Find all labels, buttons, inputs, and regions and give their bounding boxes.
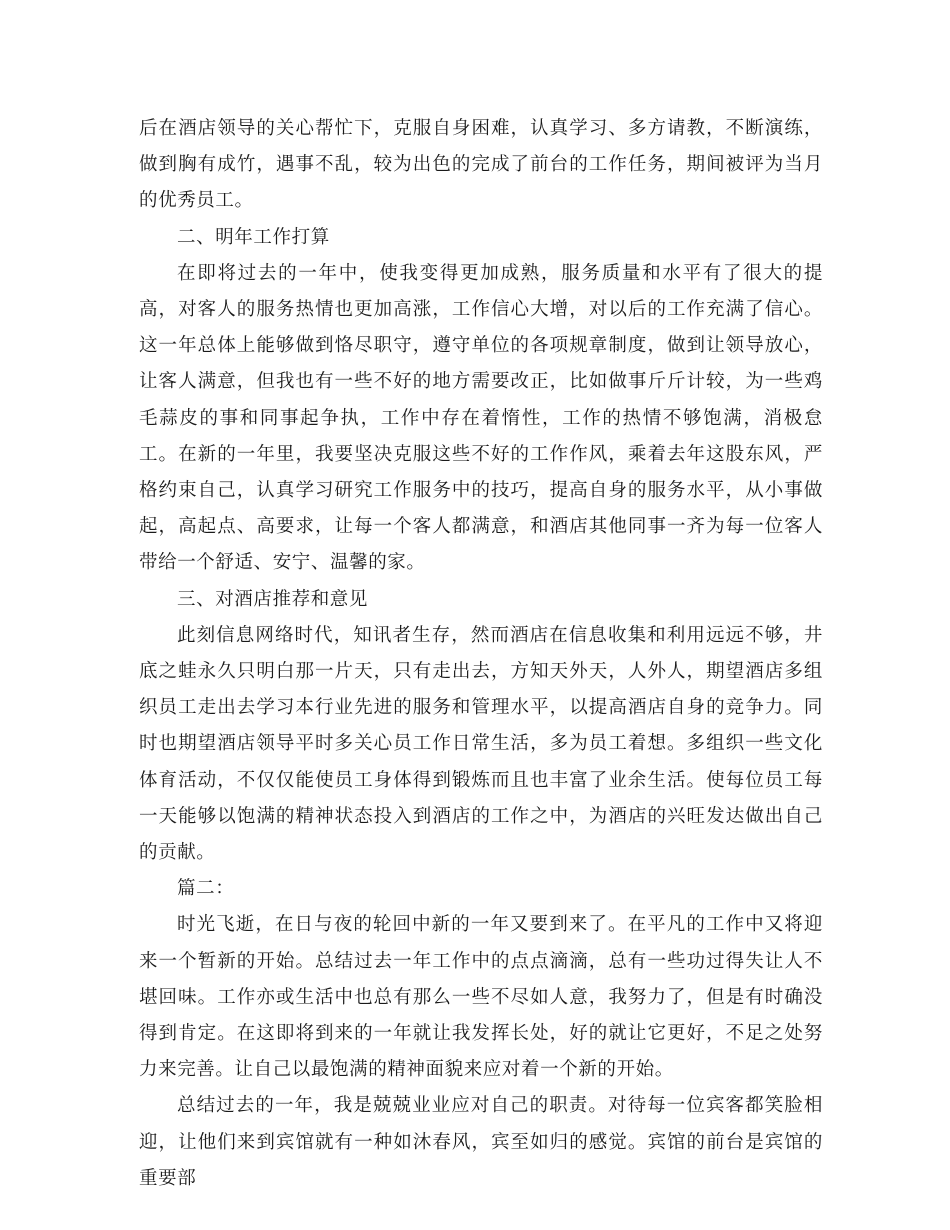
paragraph: 总结过去的一年，我是兢兢业业应对自己的职责。对待每一位宾客都笑脸相迎，让他们来到宾馆就有一种如沐春风，宾至如归的感觉。宾馆的前台是宾馆的重要部 — [139, 1095, 823, 1189]
section-heading: 三、对酒店推荐和意见 — [177, 588, 369, 610]
section-heading: 二、明年工作打算 — [177, 226, 330, 248]
document-body — [139, 111, 823, 1197]
paragraph: 在即将过去的一年中，使我变得更加成熟，服务质量和水平有了很大的提高，对客人的服务热情也更加高涨，工作信心大增，对以后的工作充满了信心。这一年总体上能够做到恪尽职守，遵守单位的各项规章制度，做到让领导放心，让客人满意，但我也有一些不好的地方需要改正，比如做事斤斤计较，为一些鸡毛蒜皮的事和同事起争执，工作中存在着惰性，工作的热情不够饱满，消极怠工。在新的一年里，我要坚决克服这些不好的工作作风，乘着去年这股东风，严格约束自己，认真学习研究工作服务中的技巧，提高自身的服务水平，从小事做起，高起点、高要求，让每一个客人都满意，和酒店其他同事一齐为每一位客人带给一个舒适、安宁、温馨的家。 — [139, 262, 823, 574]
section-heading: 篇二： — [177, 878, 235, 900]
paragraph: 后在酒店领导的关心帮忙下，克服自身困难，认真学习、多方请教，不断演练，做到胸有成竹，遇事不乱，较为出色的完成了前台的工作任务，期间被评为当月的优秀员工。 — [139, 118, 823, 212]
paragraph: 时光飞逝，在日与夜的轮回中新的一年又要到来了。在平凡的工作中又将迎来一个暂新的开始。总结过去一年工作中的点点滴滴，总有一些功过得失让人不堪回味。工作亦或生活中也总有那么一些不尽如人意，我努力了，但是有时确没得到肯定。在这即将到来的一年就让我发挥长处，好的就让它更好，不足之处努力来完善。让自己以最饱满的精神面貌来应对着一个新的开始。 — [139, 914, 823, 1081]
paragraph: 此刻信息网络时代，知讯者生存，然而酒店在信息收集和利用远远不够，井底之蛙永久只明白那一片天，只有走出去，方知天外天，人外人，期望酒店多组织员工走出去学习本行业先进的服务和管理水平，以提高酒店自身的竞争力。同时也期望酒店领导平时多关心员工作日常生活，多为员工着想。多组织一些文化体育活动，不仅仅能使员工身体得到锻炼而且也丰富了业余生活。使每位员工每一天能够以饱满的精神状态投入到酒店的工作之中，为酒店的兴旺发达做出自己的贡献。 — [139, 624, 823, 864]
